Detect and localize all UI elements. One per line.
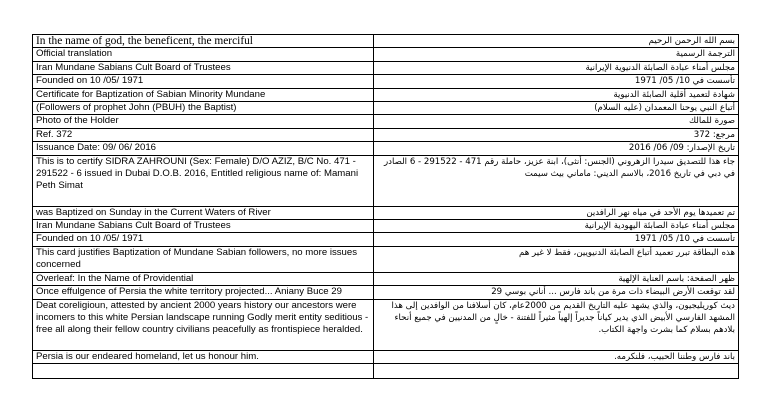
arabic-cell: صورة للمالك (374, 115, 739, 128)
arabic-cell: جاء هذا للتصديق سيدرا الزهروني (الجنس: أنثى)، ابنة عزيز، حاملة رقم 471 - 291522 - 6 الصادر في دبي في تاريخ 2016، بالاسم الديني: ماماني بيث سيمت (374, 155, 739, 206)
english-cell: This card justifies Baptization of Mundane Sabian followers, no more issues concerned (33, 246, 374, 272)
arabic-cell: مرجع: 372 (374, 128, 739, 141)
table-row (33, 206, 739, 219)
table-row (33, 75, 739, 88)
english-cell: Photo of the Holder (33, 115, 374, 128)
table-row (33, 350, 739, 363)
table-row (33, 88, 739, 101)
arabic-cell: تاريخ الإصدار: 09/ 06/ 2016 (374, 142, 739, 155)
arabic-cell: ديث كوريليجيون، والذي يشهد عليه التاريخ القديم من 2000عام، كان أسلافنا من الوافدين إلى هذا المشهد الفارسي الأبيض الذي يدير كياناً جديراً إلهياً مثيراً للفتنة - خالٍ من المدنيين في جميع أنحاء بلادهم بسلام كما بشرت واجهة الكتاب. (374, 299, 739, 350)
english-cell: In the name of god, the beneficent, the merciful (33, 35, 374, 48)
table-row (33, 233, 739, 246)
english-cell: Issuance Date: 09/ 06/ 2016 (33, 142, 374, 155)
table-row (33, 155, 739, 206)
english-cell: Overleaf: In the Name of Providential (33, 272, 374, 285)
english-cell (33, 363, 374, 378)
english-cell: Iran Mundane Sabians Cult Board of Trustees (33, 61, 374, 74)
english-cell: Iran Mundane Sabians Cult Board of Trustees (33, 220, 374, 233)
table-row (33, 246, 739, 272)
arabic-cell: بسم الله الرحمن الرحيم (374, 35, 739, 48)
table-row (33, 102, 739, 115)
english-cell: This is to certify SIDRA ZAHROUNI (Sex: Female) D/O AZIZ, B/C No. 471 - 291522 - 6 issued in Dubai D.O.B. 2016, Entitled religious name of: Mamani Peth Simat (33, 155, 374, 206)
arabic-cell: لقد توقعت الأرض البيضاء ذات مرة من باند فارس ... أناني بوسي 29 (374, 286, 739, 299)
table-row (33, 286, 739, 299)
arabic-cell: شهادة لتعميد أقلية الصابئة الدنيوية (374, 88, 739, 101)
english-cell: Once effulgence of Persia the white territory projected... Aniany Buce 29 (33, 286, 374, 299)
english-cell: was Baptized on Sunday in the Current Waters of River (33, 206, 374, 219)
english-cell: Persia is our endeared homeland, let us honour him. (33, 350, 374, 363)
arabic-cell: هذه البطاقة تبرر تعميد أتباع الصابئة الدنيويين، فقط لا غير هم (374, 246, 739, 272)
table-row (33, 35, 739, 48)
arabic-cell (374, 363, 739, 378)
arabic-cell: مجلس أمناء عبادة الصابئة اليهودية الإيرانية (374, 220, 739, 233)
english-cell: Ref. 372 (33, 128, 374, 141)
arabic-cell: ظهر الصفحة: باسم العناية الإلهية (374, 272, 739, 285)
arabic-cell: مجلس أمناء عبادة الصابئة الدنيوية الإيرانية (374, 61, 739, 74)
english-cell: Founded on 10 /05/ 1971 (33, 75, 374, 88)
arabic-cell: الترجمة الرسمية (374, 48, 739, 61)
english-cell: Deat coreligioun, attested by ancient 2000 years history our ancestors were incomers to this white Persian landscape running Godly merit entity seditious - free all along their fellow country civilians peacefully as frontispiece heralded. (33, 299, 374, 350)
table-row (33, 115, 739, 128)
table-row (33, 142, 739, 155)
english-cell: Founded on 10 /05/ 1971 (33, 233, 374, 246)
certificate-translation-table (32, 34, 739, 379)
table-row (33, 299, 739, 350)
table-row (33, 61, 739, 74)
english-cell: (Followers of prophet John (PBUH) the Baptist) (33, 102, 374, 115)
table-row (33, 128, 739, 141)
arabic-cell: باند فارس وطننا الحبيب، فلنكرمه. (374, 350, 739, 363)
table-row (33, 48, 739, 61)
arabic-cell: تم تعميدها يوم الأحد في مياه نهر الرافدين (374, 206, 739, 219)
arabic-cell: تأسست في 10/ 05/ 1971 (374, 75, 739, 88)
table-row (33, 272, 739, 285)
arabic-cell: أتباع النبي يوحنا المعمدان (عليه السلام) (374, 102, 739, 115)
english-cell: Certificate for Baptization of Sabian Minority Mundane (33, 88, 374, 101)
arabic-cell: تأسست في 10/ 05/ 1971 (374, 233, 739, 246)
english-cell: Official translation (33, 48, 374, 61)
table-row (33, 220, 739, 233)
table-row (33, 363, 739, 378)
